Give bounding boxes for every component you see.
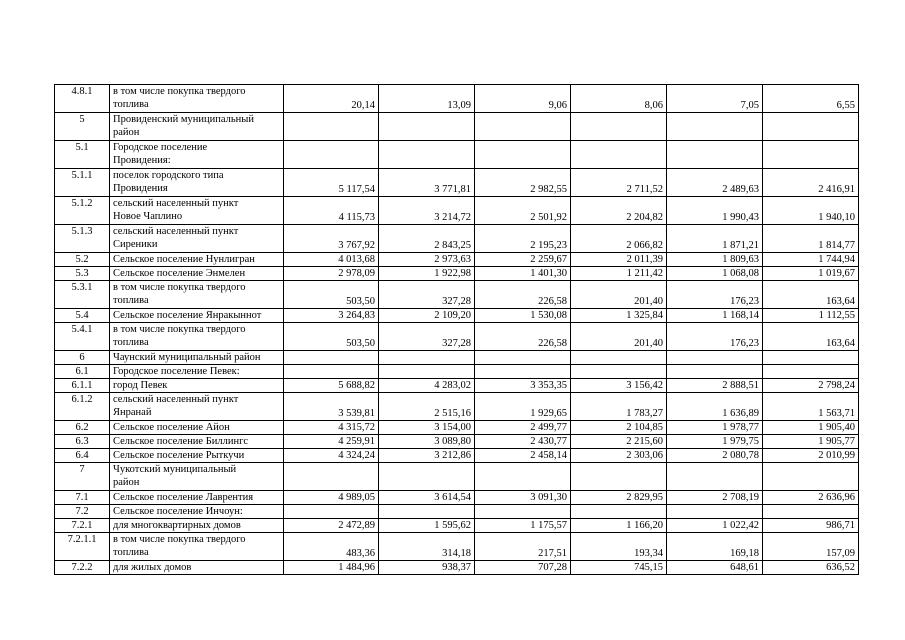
- row-name-cell: [110, 141, 284, 169]
- row-name-line: для многоквартирных домов: [113, 520, 241, 531]
- value-cell-5: 169,18: [667, 533, 763, 561]
- value-cell-3: 226,58: [475, 281, 571, 309]
- value-cell-6: [763, 505, 859, 519]
- row-name-line: сельский населенный пункт: [113, 226, 239, 237]
- row-name-line: Провидения: [113, 183, 168, 194]
- value-cell-1: 5 688,82: [284, 379, 379, 393]
- table-row: [55, 113, 859, 141]
- value-cell-3: 1 530,08: [475, 309, 571, 323]
- value-cell-2: 2 109,20: [379, 309, 475, 323]
- value-cell-4: [571, 141, 667, 169]
- table-row: [55, 421, 859, 435]
- row-name-cell: [110, 379, 284, 393]
- value-cell-6: 1 563,71: [763, 393, 859, 421]
- value-cell-2: 3 154,00: [379, 421, 475, 435]
- value-cell-6: [763, 141, 859, 169]
- row-number-cell: 7: [55, 463, 110, 491]
- value-cell-6: 2 636,96: [763, 491, 859, 505]
- value-cell-1: [284, 113, 379, 141]
- value-cell-1: 5 117,54: [284, 169, 379, 197]
- row-number-cell: 6.1: [55, 365, 110, 379]
- value-cell-2: 13,09: [379, 85, 475, 113]
- row-name-line: Чукотский муниципальный: [113, 464, 237, 475]
- row-number-cell: 7.2: [55, 505, 110, 519]
- row-name-line: Сельское поселение Биллингс: [113, 436, 249, 447]
- value-cell-2: 2 843,25: [379, 225, 475, 253]
- value-cell-6: [763, 351, 859, 365]
- table-row: [55, 85, 859, 113]
- value-cell-4: 2 829,95: [571, 491, 667, 505]
- value-cell-3: 2 430,77: [475, 435, 571, 449]
- row-name-line: Городское поселение: [113, 142, 208, 153]
- value-cell-6: 2 798,24: [763, 379, 859, 393]
- value-cell-4: 2 104,85: [571, 421, 667, 435]
- table-row: [55, 519, 859, 533]
- table-row: [55, 365, 859, 379]
- value-cell-4: 201,40: [571, 323, 667, 351]
- value-cell-4: 2 066,82: [571, 225, 667, 253]
- value-cell-6: 636,52: [763, 561, 859, 575]
- row-name-line: Сельское поселение Нунлигран: [113, 254, 255, 265]
- value-cell-6: 163,64: [763, 281, 859, 309]
- row-name-cell: [110, 253, 284, 267]
- value-cell-3: 2 259,67: [475, 253, 571, 267]
- value-cell-6: 2 416,91: [763, 169, 859, 197]
- value-cell-3: 3 353,35: [475, 379, 571, 393]
- value-cell-2: 2 973,63: [379, 253, 475, 267]
- value-cell-4: [571, 505, 667, 519]
- value-cell-4: [571, 113, 667, 141]
- row-name-cell: [110, 561, 284, 575]
- row-name-cell: [110, 309, 284, 323]
- row-name-line: в том числе покупка твердого: [113, 324, 246, 335]
- value-cell-5: [667, 505, 763, 519]
- table-row: [55, 505, 859, 519]
- value-cell-1: 483,36: [284, 533, 379, 561]
- row-name-line: Сиреники: [113, 239, 158, 250]
- value-cell-6: [763, 113, 859, 141]
- value-cell-1: 2 978,09: [284, 267, 379, 281]
- table-row: [55, 449, 859, 463]
- value-cell-4: 2 011,39: [571, 253, 667, 267]
- value-cell-2: [379, 141, 475, 169]
- row-number-cell: 6.2: [55, 421, 110, 435]
- value-cell-3: 1 401,30: [475, 267, 571, 281]
- row-name-cell: [110, 323, 284, 351]
- value-cell-2: 4 283,02: [379, 379, 475, 393]
- table-row: [55, 351, 859, 365]
- row-name-line: район: [113, 477, 140, 488]
- value-cell-5: 1 636,89: [667, 393, 763, 421]
- row-number-cell: 7.1: [55, 491, 110, 505]
- table-row: [55, 225, 859, 253]
- value-cell-1: 4 115,73: [284, 197, 379, 225]
- value-cell-1: [284, 505, 379, 519]
- value-cell-3: 1 175,57: [475, 519, 571, 533]
- row-name-line: Городское поселение Певек:: [113, 366, 240, 377]
- value-cell-3: [475, 463, 571, 491]
- row-name-cell: [110, 491, 284, 505]
- value-cell-6: 163,64: [763, 323, 859, 351]
- value-cell-5: 1 871,21: [667, 225, 763, 253]
- value-cell-4: 1 166,20: [571, 519, 667, 533]
- value-cell-1: 3 264,83: [284, 309, 379, 323]
- row-name-line: в том числе покупка твердого: [113, 282, 246, 293]
- value-cell-1: 4 315,72: [284, 421, 379, 435]
- table-row: [55, 533, 859, 561]
- row-name-line: Сельское поселение Рыткучи: [113, 450, 245, 461]
- row-number-cell: 5.3: [55, 267, 110, 281]
- value-cell-3: 217,51: [475, 533, 571, 561]
- table-row: [55, 309, 859, 323]
- value-cell-4: 1 783,27: [571, 393, 667, 421]
- row-name-cell: [110, 281, 284, 309]
- tariff-table: [54, 84, 859, 575]
- value-cell-3: 1 929,65: [475, 393, 571, 421]
- value-cell-5: [667, 141, 763, 169]
- value-cell-2: 327,28: [379, 323, 475, 351]
- row-name-line: Сельское поселение Янракыннот: [113, 310, 262, 321]
- table-row: [55, 141, 859, 169]
- value-cell-5: 1 978,77: [667, 421, 763, 435]
- value-cell-4: [571, 351, 667, 365]
- value-cell-5: 176,23: [667, 281, 763, 309]
- value-cell-5: 1 168,14: [667, 309, 763, 323]
- value-cell-4: 201,40: [571, 281, 667, 309]
- row-name-line: Сельское поселение Айон: [113, 422, 230, 433]
- table-row: [55, 561, 859, 575]
- row-number-cell: 5: [55, 113, 110, 141]
- value-cell-5: 2 080,78: [667, 449, 763, 463]
- value-cell-5: 1 809,63: [667, 253, 763, 267]
- value-cell-2: [379, 463, 475, 491]
- value-cell-4: 1 211,42: [571, 267, 667, 281]
- value-cell-4: 193,34: [571, 533, 667, 561]
- value-cell-5: 2 888,51: [667, 379, 763, 393]
- row-name-line: район: [113, 127, 140, 138]
- value-cell-5: 7,05: [667, 85, 763, 113]
- value-cell-1: 503,50: [284, 281, 379, 309]
- value-cell-2: [379, 505, 475, 519]
- row-number-cell: 5.1.3: [55, 225, 110, 253]
- value-cell-2: 938,37: [379, 561, 475, 575]
- row-number-cell: 6: [55, 351, 110, 365]
- row-name-line: Сельское поселение Энмелен: [113, 268, 246, 279]
- value-cell-4: 745,15: [571, 561, 667, 575]
- value-cell-6: 1 940,10: [763, 197, 859, 225]
- value-cell-3: 9,06: [475, 85, 571, 113]
- value-cell-3: [475, 505, 571, 519]
- value-cell-5: 176,23: [667, 323, 763, 351]
- value-cell-6: 1 019,67: [763, 267, 859, 281]
- row-number-cell: 5.4: [55, 309, 110, 323]
- value-cell-4: [571, 365, 667, 379]
- value-cell-1: 4 013,68: [284, 253, 379, 267]
- value-cell-6: 1 905,77: [763, 435, 859, 449]
- row-name-cell: [110, 505, 284, 519]
- value-cell-4: 3 156,42: [571, 379, 667, 393]
- row-number-cell: 5.1: [55, 141, 110, 169]
- row-name-cell: [110, 393, 284, 421]
- row-number-cell: 4.8.1: [55, 85, 110, 113]
- row-number-cell: 6.1.2: [55, 393, 110, 421]
- value-cell-3: [475, 113, 571, 141]
- value-cell-1: 1 484,96: [284, 561, 379, 575]
- value-cell-1: 3 539,81: [284, 393, 379, 421]
- row-name-cell: [110, 449, 284, 463]
- row-name-cell: [110, 533, 284, 561]
- row-number-cell: 5.4.1: [55, 323, 110, 351]
- value-cell-2: 1 595,62: [379, 519, 475, 533]
- value-cell-3: [475, 365, 571, 379]
- row-number-cell: 6.4: [55, 449, 110, 463]
- row-name-line: Сельское поселение Инчоун:: [113, 506, 243, 517]
- value-cell-4: 2 215,60: [571, 435, 667, 449]
- row-name-cell: [110, 435, 284, 449]
- value-cell-6: 1 814,77: [763, 225, 859, 253]
- value-cell-3: 707,28: [475, 561, 571, 575]
- value-cell-5: [667, 113, 763, 141]
- table-row: [55, 253, 859, 267]
- table-row: [55, 281, 859, 309]
- value-cell-3: [475, 351, 571, 365]
- value-cell-6: 6,55: [763, 85, 859, 113]
- value-cell-2: [379, 365, 475, 379]
- row-number-cell: 7.2.2: [55, 561, 110, 575]
- value-cell-3: 2 195,23: [475, 225, 571, 253]
- table-row: [55, 267, 859, 281]
- row-number-cell: 5.1.2: [55, 197, 110, 225]
- value-cell-5: [667, 463, 763, 491]
- row-name-line: в том числе покупка твердого: [113, 86, 246, 97]
- value-cell-6: [763, 365, 859, 379]
- row-name-cell: [110, 225, 284, 253]
- row-name-cell: [110, 85, 284, 113]
- row-name-cell: [110, 267, 284, 281]
- value-cell-1: 20,14: [284, 85, 379, 113]
- value-cell-6: 1 112,55: [763, 309, 859, 323]
- row-name-line: Янранай: [113, 407, 152, 418]
- value-cell-5: [667, 351, 763, 365]
- value-cell-3: 2 499,77: [475, 421, 571, 435]
- row-name-line: Провиденский муниципальный: [113, 114, 254, 125]
- value-cell-2: 2 515,16: [379, 393, 475, 421]
- value-cell-3: 2 501,92: [475, 197, 571, 225]
- row-name-line: Новое Чаплино: [113, 211, 183, 222]
- value-cell-6: [763, 463, 859, 491]
- value-cell-1: 503,50: [284, 323, 379, 351]
- row-name-cell: [110, 463, 284, 491]
- value-cell-6: 157,09: [763, 533, 859, 561]
- value-cell-3: 3 091,30: [475, 491, 571, 505]
- row-name-line: топлива: [113, 99, 149, 110]
- value-cell-2: [379, 113, 475, 141]
- value-cell-1: [284, 463, 379, 491]
- table-row: [55, 435, 859, 449]
- row-name-line: для жилых домов: [113, 562, 192, 573]
- row-name-line: поселок городского типа: [113, 170, 224, 181]
- table-row: [55, 169, 859, 197]
- row-name-line: топлива: [113, 295, 149, 306]
- value-cell-5: [667, 365, 763, 379]
- row-number-cell: 6.3: [55, 435, 110, 449]
- value-cell-1: 3 767,92: [284, 225, 379, 253]
- row-name-line: Провидения:: [113, 155, 171, 166]
- row-name-line: топлива: [113, 547, 149, 558]
- value-cell-5: 648,61: [667, 561, 763, 575]
- row-name-line: в том числе покупка твердого: [113, 534, 246, 545]
- row-number-cell: 5.2: [55, 253, 110, 267]
- value-cell-2: [379, 351, 475, 365]
- value-cell-1: 4 259,91: [284, 435, 379, 449]
- table-row: [55, 379, 859, 393]
- row-name-line: топлива: [113, 337, 149, 348]
- table-row: [55, 463, 859, 491]
- row-number-cell: 6.1.1: [55, 379, 110, 393]
- value-cell-6: 1 744,94: [763, 253, 859, 267]
- value-cell-5: 2 489,63: [667, 169, 763, 197]
- row-name-cell: [110, 113, 284, 141]
- value-cell-2: 314,18: [379, 533, 475, 561]
- row-name-cell: [110, 351, 284, 365]
- value-cell-1: 4 324,24: [284, 449, 379, 463]
- value-cell-6: 1 905,40: [763, 421, 859, 435]
- value-cell-2: 327,28: [379, 281, 475, 309]
- value-cell-6: 2 010,99: [763, 449, 859, 463]
- row-name-line: Сельское поселение Лаврентия: [113, 492, 254, 503]
- value-cell-1: 4 989,05: [284, 491, 379, 505]
- value-cell-4: [571, 463, 667, 491]
- row-name-cell: [110, 197, 284, 225]
- value-cell-2: 3 771,81: [379, 169, 475, 197]
- value-cell-4: 2 303,06: [571, 449, 667, 463]
- value-cell-4: 1 325,84: [571, 309, 667, 323]
- value-cell-6: 986,71: [763, 519, 859, 533]
- row-name-line: Чаунский муниципальный район: [113, 352, 261, 363]
- value-cell-1: [284, 141, 379, 169]
- value-cell-4: 2 711,52: [571, 169, 667, 197]
- row-name-cell: [110, 365, 284, 379]
- value-cell-3: 226,58: [475, 323, 571, 351]
- value-cell-2: 3 212,86: [379, 449, 475, 463]
- value-cell-5: 2 708,19: [667, 491, 763, 505]
- row-number-cell: 5.1.1: [55, 169, 110, 197]
- value-cell-2: 1 922,98: [379, 267, 475, 281]
- value-cell-1: [284, 351, 379, 365]
- value-cell-5: 1 979,75: [667, 435, 763, 449]
- table-row: [55, 323, 859, 351]
- table-row: [55, 393, 859, 421]
- row-name-cell: [110, 169, 284, 197]
- value-cell-3: 2 982,55: [475, 169, 571, 197]
- value-cell-3: 2 458,14: [475, 449, 571, 463]
- value-cell-4: 2 204,82: [571, 197, 667, 225]
- row-number-cell: 7.2.1.1: [55, 533, 110, 561]
- value-cell-2: 3 214,72: [379, 197, 475, 225]
- tariff-table-body: [55, 85, 859, 575]
- value-cell-4: 8,06: [571, 85, 667, 113]
- value-cell-5: 1 068,08: [667, 267, 763, 281]
- row-number-cell: 7.2.1: [55, 519, 110, 533]
- row-name-line: сельский населенный пункт: [113, 394, 239, 405]
- table-row: [55, 197, 859, 225]
- value-cell-5: 1 022,42: [667, 519, 763, 533]
- value-cell-2: 3 089,80: [379, 435, 475, 449]
- row-name-line: сельский населенный пункт: [113, 198, 239, 209]
- table-row: [55, 491, 859, 505]
- value-cell-1: 2 472,89: [284, 519, 379, 533]
- value-cell-5: 1 990,43: [667, 197, 763, 225]
- value-cell-2: 3 614,54: [379, 491, 475, 505]
- row-name-line: город Певек: [113, 380, 168, 391]
- value-cell-1: [284, 365, 379, 379]
- row-name-cell: [110, 421, 284, 435]
- row-name-cell: [110, 519, 284, 533]
- value-cell-3: [475, 141, 571, 169]
- row-number-cell: 5.3.1: [55, 281, 110, 309]
